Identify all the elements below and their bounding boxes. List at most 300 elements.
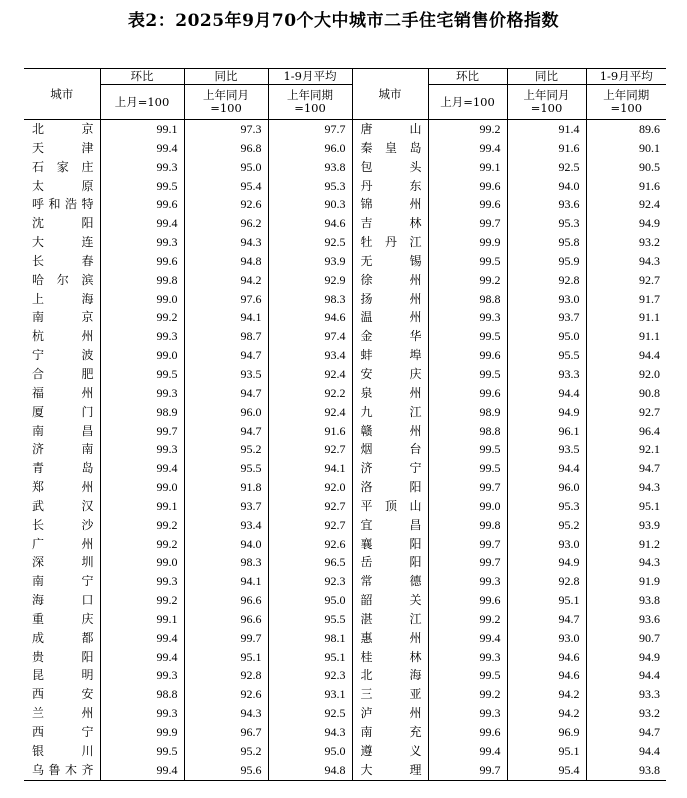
right-mom-cell: 99.5 — [428, 666, 507, 685]
left-avg-cell: 98.3 — [268, 290, 352, 309]
right-mom-cell: 99.3 — [428, 704, 507, 723]
left-yoy-cell: 92.8 — [184, 666, 268, 685]
right-avg-cell: 95.1 — [586, 497, 666, 516]
right-mom-cell: 99.6 — [428, 346, 507, 365]
left-city-cell: 西安 — [32, 687, 94, 702]
left-avg-cell: 94.1 — [268, 459, 352, 478]
left-yoy-cell: 96.2 — [184, 214, 268, 233]
right-yoy-cell: 94.9 — [507, 553, 586, 572]
table-row — [24, 120, 666, 139]
left-mom-cell: 99.3 — [100, 384, 184, 403]
left-avg-cell: 93.4 — [268, 346, 352, 365]
right-mom-cell: 98.8 — [428, 290, 507, 309]
right-yoy-cell: 94.9 — [507, 403, 586, 422]
left-yoy-cell: 96.8 — [184, 139, 268, 158]
left-city-cell: 贵阳 — [32, 649, 94, 664]
left-yoy-cell: 93.7 — [184, 497, 268, 516]
right-yoy-cell: 92.5 — [507, 158, 586, 177]
left-city-cell: 武汉 — [32, 498, 94, 513]
left-mom-cell: 99.4 — [100, 459, 184, 478]
right-avg-cell: 91.7 — [586, 290, 666, 309]
right-mom-cell: 99.2 — [428, 685, 507, 704]
table-row — [24, 177, 666, 196]
left-avg-cell: 94.6 — [268, 308, 352, 327]
right-avg-cell: 89.6 — [586, 120, 666, 139]
table-row — [24, 290, 666, 309]
right-city-cell: 南充 — [352, 723, 428, 742]
left-avg-cell: 97.4 — [268, 327, 352, 346]
table-row — [24, 704, 666, 723]
left-yoy-cell: 93.4 — [184, 516, 268, 535]
table-row — [24, 723, 666, 742]
right-avg-cell: 93.8 — [586, 761, 666, 780]
right-yoy-cell: 94.6 — [507, 666, 586, 685]
right-city-cell: 济宁 — [352, 459, 428, 478]
right-city-cell: 韶关 — [352, 591, 428, 610]
right-yoy-cell: 91.4 — [507, 120, 586, 139]
left-city-cell: 福州 — [32, 385, 94, 400]
right-city-cell: 洛阳 — [352, 478, 428, 497]
right-mom-cell: 99.7 — [428, 553, 507, 572]
left-city-cell: 太原 — [32, 178, 94, 193]
left-city-cell: 沈阳 — [32, 216, 94, 231]
table-row — [24, 535, 666, 554]
right-mom-cell: 99.6 — [428, 177, 507, 196]
right-yoy-cell: 92.8 — [507, 572, 586, 591]
right-mom-cell: 99.5 — [428, 440, 507, 459]
left-yoy-cell: 94.7 — [184, 422, 268, 441]
left-avg-cell: 92.7 — [268, 497, 352, 516]
right-yoy-cell: 95.5 — [507, 346, 586, 365]
right-city-cell: 湛江 — [352, 610, 428, 629]
left-yoy-cell: 95.2 — [184, 440, 268, 459]
right-avg-cell: 91.1 — [586, 327, 666, 346]
left-mom-cell: 99.3 — [100, 158, 184, 177]
header-city-right: 城市 — [352, 69, 428, 120]
left-mom-cell: 99.4 — [100, 139, 184, 158]
left-yoy-cell: 97.6 — [184, 290, 268, 309]
left-avg-cell: 92.5 — [268, 704, 352, 723]
right-yoy-cell: 95.9 — [507, 252, 586, 271]
right-city-cell: 吉林 — [352, 214, 428, 233]
right-mom-cell: 99.2 — [428, 610, 507, 629]
table-row — [24, 648, 666, 667]
left-mom-cell: 99.8 — [100, 271, 184, 290]
right-yoy-cell: 95.3 — [507, 497, 586, 516]
left-mom-cell: 98.8 — [100, 685, 184, 704]
right-avg-cell: 93.9 — [586, 516, 666, 535]
right-yoy-cell: 96.9 — [507, 723, 586, 742]
left-city-cell: 郑州 — [32, 480, 94, 495]
left-yoy-cell: 94.7 — [184, 384, 268, 403]
right-avg-cell: 93.3 — [586, 685, 666, 704]
right-city-cell: 锦州 — [352, 195, 428, 214]
left-mom-cell: 99.3 — [100, 704, 184, 723]
table-row — [24, 139, 666, 158]
left-city-cell: 成都 — [32, 630, 94, 645]
header-avg-base-right: 上年同期 =100 — [586, 85, 666, 120]
price-index-table — [24, 68, 666, 781]
left-avg-cell: 92.0 — [268, 478, 352, 497]
left-yoy-cell: 94.7 — [184, 346, 268, 365]
left-yoy-cell: 94.8 — [184, 252, 268, 271]
right-city-cell: 三亚 — [352, 685, 428, 704]
right-avg-cell: 94.3 — [586, 252, 666, 271]
left-mom-cell: 99.4 — [100, 761, 184, 780]
header-avg-base-left: 上年同期 =100 — [268, 85, 352, 120]
left-city-cell: 重庆 — [32, 611, 94, 626]
right-avg-cell: 90.8 — [586, 384, 666, 403]
left-mom-cell: 99.5 — [100, 365, 184, 384]
left-city-cell: 长沙 — [32, 517, 94, 532]
right-yoy-cell: 95.1 — [507, 742, 586, 761]
right-avg-cell: 94.3 — [586, 478, 666, 497]
left-yoy-cell: 98.7 — [184, 327, 268, 346]
left-yoy-cell: 95.4 — [184, 177, 268, 196]
right-city-cell: 无锡 — [352, 252, 428, 271]
left-city-cell: 合肥 — [32, 366, 94, 381]
left-avg-cell: 96.0 — [268, 139, 352, 158]
right-avg-cell: 94.9 — [586, 648, 666, 667]
right-city-cell: 包头 — [352, 158, 428, 177]
right-city-cell: 蚌埠 — [352, 346, 428, 365]
left-city-cell: 海口 — [32, 593, 94, 608]
left-city-cell: 杭州 — [32, 329, 94, 344]
header-mom-right: 环比 — [428, 69, 507, 85]
left-yoy-cell: 96.7 — [184, 723, 268, 742]
right-yoy-cell: 92.8 — [507, 271, 586, 290]
right-mom-cell: 99.6 — [428, 723, 507, 742]
right-mom-cell: 99.7 — [428, 214, 507, 233]
left-avg-cell: 98.1 — [268, 629, 352, 648]
left-mom-cell: 99.1 — [100, 610, 184, 629]
table-row — [24, 271, 666, 290]
right-mom-cell: 98.9 — [428, 403, 507, 422]
left-mom-cell: 99.3 — [100, 440, 184, 459]
left-mom-cell: 99.0 — [100, 346, 184, 365]
right-yoy-cell: 93.0 — [507, 290, 586, 309]
left-avg-cell: 92.3 — [268, 666, 352, 685]
right-city-cell: 岳阳 — [352, 553, 428, 572]
left-avg-cell: 95.5 — [268, 610, 352, 629]
right-city-cell: 金华 — [352, 327, 428, 346]
right-yoy-cell: 93.6 — [507, 195, 586, 214]
right-avg-cell: 93.6 — [586, 610, 666, 629]
table-row — [24, 233, 666, 252]
left-avg-cell: 92.6 — [268, 535, 352, 554]
right-city-cell: 常德 — [352, 572, 428, 591]
table-row — [24, 610, 666, 629]
right-avg-cell: 94.3 — [586, 553, 666, 572]
left-mom-cell: 99.0 — [100, 290, 184, 309]
right-city-cell: 泸州 — [352, 704, 428, 723]
table-row — [24, 252, 666, 271]
left-mom-cell: 99.7 — [100, 422, 184, 441]
table-row — [24, 195, 666, 214]
left-city-cell: 银川 — [32, 743, 94, 758]
right-mom-cell: 99.6 — [428, 384, 507, 403]
left-avg-cell: 92.7 — [268, 440, 352, 459]
right-yoy-cell: 95.3 — [507, 214, 586, 233]
right-yoy-cell: 94.2 — [507, 704, 586, 723]
table-title: 表2：2025年9月70个大中城市二手住宅销售价格指数 — [127, 11, 560, 31]
left-city-cell: 南宁 — [32, 574, 94, 589]
table-row — [24, 365, 666, 384]
left-city-cell: 宁波 — [32, 348, 94, 363]
table-row — [24, 158, 666, 177]
left-mom-cell: 99.4 — [100, 214, 184, 233]
table-row — [24, 422, 666, 441]
right-avg-cell: 93.8 — [586, 591, 666, 610]
left-avg-cell: 92.4 — [268, 403, 352, 422]
left-avg-cell: 92.9 — [268, 271, 352, 290]
table-row — [24, 308, 666, 327]
left-yoy-cell: 92.6 — [184, 685, 268, 704]
left-city-cell: 深圳 — [32, 555, 94, 570]
table-row — [24, 440, 666, 459]
left-avg-cell: 94.8 — [268, 761, 352, 780]
left-yoy-cell: 91.8 — [184, 478, 268, 497]
right-city-cell: 泉州 — [352, 384, 428, 403]
left-mom-cell: 99.4 — [100, 648, 184, 667]
right-avg-cell: 91.9 — [586, 572, 666, 591]
right-city-cell: 徐州 — [352, 271, 428, 290]
right-yoy-cell: 95.0 — [507, 327, 586, 346]
left-mom-cell: 99.3 — [100, 572, 184, 591]
right-mom-cell: 99.7 — [428, 761, 507, 780]
right-city-cell: 扬州 — [352, 290, 428, 309]
right-mom-cell: 99.5 — [428, 327, 507, 346]
left-city-cell: 哈尔滨 — [32, 272, 94, 287]
left-avg-cell: 94.6 — [268, 214, 352, 233]
table-row — [24, 346, 666, 365]
left-avg-cell: 96.5 — [268, 553, 352, 572]
right-avg-cell: 92.7 — [586, 271, 666, 290]
right-city-cell: 唐山 — [352, 120, 428, 139]
right-yoy-cell: 93.5 — [507, 440, 586, 459]
right-mom-cell: 99.2 — [428, 271, 507, 290]
right-avg-cell: 91.2 — [586, 535, 666, 554]
table-row — [24, 327, 666, 346]
right-yoy-cell: 93.7 — [507, 308, 586, 327]
left-yoy-cell: 94.2 — [184, 271, 268, 290]
left-mom-cell: 99.3 — [100, 233, 184, 252]
right-yoy-cell: 95.2 — [507, 516, 586, 535]
left-avg-cell: 92.4 — [268, 365, 352, 384]
left-yoy-cell: 94.1 — [184, 572, 268, 591]
left-mom-cell: 99.3 — [100, 666, 184, 685]
right-mom-cell: 99.7 — [428, 535, 507, 554]
right-city-cell: 秦皇岛 — [352, 139, 428, 158]
header-avg-right: 1-9月平均 — [586, 69, 666, 85]
right-avg-cell: 94.4 — [586, 346, 666, 365]
left-avg-cell: 92.2 — [268, 384, 352, 403]
left-mom-cell: 99.2 — [100, 535, 184, 554]
left-city-cell: 兰州 — [32, 706, 94, 721]
left-yoy-cell: 95.2 — [184, 742, 268, 761]
left-city-cell: 北京 — [32, 122, 94, 136]
right-city-cell: 温州 — [352, 308, 428, 327]
left-mom-cell: 99.0 — [100, 553, 184, 572]
right-city-cell: 丹东 — [352, 177, 428, 196]
left-avg-cell: 94.3 — [268, 723, 352, 742]
right-avg-cell: 94.7 — [586, 459, 666, 478]
table-row — [24, 459, 666, 478]
right-yoy-cell: 93.0 — [507, 629, 586, 648]
right-mom-cell: 99.4 — [428, 139, 507, 158]
right-mom-cell: 99.7 — [428, 478, 507, 497]
right-mom-cell: 99.5 — [428, 252, 507, 271]
header-yoy-base-left: 上年同月 =100 — [184, 85, 268, 120]
table-row — [24, 666, 666, 685]
left-yoy-cell: 96.6 — [184, 591, 268, 610]
right-city-cell: 安庆 — [352, 365, 428, 384]
right-yoy-cell: 94.2 — [507, 685, 586, 704]
left-avg-cell: 92.5 — [268, 233, 352, 252]
right-avg-cell: 96.4 — [586, 422, 666, 441]
left-city-cell: 昆明 — [32, 668, 94, 683]
left-yoy-cell: 94.3 — [184, 233, 268, 252]
right-city-cell: 平顶山 — [352, 497, 428, 516]
left-avg-cell: 92.7 — [268, 516, 352, 535]
left-mom-cell: 99.6 — [100, 195, 184, 214]
left-avg-cell: 95.1 — [268, 648, 352, 667]
header-city-left: 城市 — [24, 69, 100, 120]
left-avg-cell: 90.3 — [268, 195, 352, 214]
left-city-cell: 南京 — [32, 310, 94, 325]
right-city-cell: 烟台 — [352, 440, 428, 459]
header-mom-base-right: 上月=100 — [428, 85, 507, 120]
left-yoy-cell: 97.3 — [184, 120, 268, 139]
left-city-cell: 南昌 — [32, 423, 94, 438]
right-city-cell: 牡丹江 — [352, 233, 428, 252]
left-city-cell: 青岛 — [32, 461, 94, 476]
right-mom-cell: 98.8 — [428, 422, 507, 441]
right-mom-cell: 99.3 — [428, 572, 507, 591]
left-avg-cell: 93.9 — [268, 252, 352, 271]
left-city-cell: 西宁 — [32, 725, 94, 739]
left-yoy-cell: 95.5 — [184, 459, 268, 478]
table-row — [24, 591, 666, 610]
right-yoy-cell: 94.0 — [507, 177, 586, 196]
left-mom-cell: 99.0 — [100, 478, 184, 497]
right-avg-cell: 92.1 — [586, 440, 666, 459]
table-row — [24, 214, 666, 233]
left-yoy-cell: 94.3 — [184, 704, 268, 723]
right-avg-cell: 90.7 — [586, 629, 666, 648]
right-yoy-cell: 96.1 — [507, 422, 586, 441]
left-mom-cell: 99.4 — [100, 629, 184, 648]
left-yoy-cell: 93.5 — [184, 365, 268, 384]
table-row — [24, 403, 666, 422]
right-mom-cell: 99.0 — [428, 497, 507, 516]
header-yoy-base-right: 上年同月 =100 — [507, 85, 586, 120]
left-mom-cell: 99.2 — [100, 308, 184, 327]
left-mom-cell: 99.5 — [100, 742, 184, 761]
left-city-cell: 济南 — [32, 442, 94, 457]
right-avg-cell: 93.2 — [586, 704, 666, 723]
left-city-cell: 广州 — [32, 536, 94, 551]
table-row — [24, 516, 666, 535]
right-avg-cell: 94.9 — [586, 214, 666, 233]
right-mom-cell: 99.5 — [428, 365, 507, 384]
right-avg-cell: 94.4 — [586, 666, 666, 685]
right-mom-cell: 99.3 — [428, 648, 507, 667]
left-mom-cell: 99.1 — [100, 120, 184, 139]
right-avg-cell: 91.6 — [586, 177, 666, 196]
right-avg-cell: 92.4 — [586, 195, 666, 214]
left-yoy-cell: 94.0 — [184, 535, 268, 554]
right-mom-cell: 99.2 — [428, 120, 507, 139]
left-mom-cell: 98.9 — [100, 403, 184, 422]
table-row — [24, 742, 666, 761]
left-yoy-cell: 92.6 — [184, 195, 268, 214]
left-city-cell: 乌鲁木齐 — [24, 761, 100, 780]
right-avg-cell: 92.0 — [586, 365, 666, 384]
left-avg-cell: 95.0 — [268, 742, 352, 761]
table-row — [24, 497, 666, 516]
right-yoy-cell: 93.3 — [507, 365, 586, 384]
right-mom-cell: 99.5 — [428, 459, 507, 478]
header-mom-base-left: 上月=100 — [100, 85, 184, 120]
right-city-cell: 九江 — [352, 403, 428, 422]
table-row — [24, 629, 666, 648]
right-avg-cell: 90.1 — [586, 139, 666, 158]
right-avg-cell: 94.7 — [586, 723, 666, 742]
right-mom-cell: 99.6 — [428, 195, 507, 214]
table-row — [24, 478, 666, 497]
right-city-cell: 遵义 — [352, 742, 428, 761]
right-city-cell: 大理 — [352, 761, 428, 780]
right-yoy-cell: 91.6 — [507, 139, 586, 158]
right-avg-cell: 90.5 — [586, 158, 666, 177]
right-yoy-cell: 94.4 — [507, 459, 586, 478]
right-avg-cell: 93.2 — [586, 233, 666, 252]
right-city-cell: 惠州 — [352, 629, 428, 648]
left-city-cell: 石家庄 — [32, 159, 94, 174]
left-yoy-cell: 95.6 — [184, 761, 268, 780]
right-yoy-cell: 96.0 — [507, 478, 586, 497]
right-yoy-cell: 95.8 — [507, 233, 586, 252]
left-city-cell: 大连 — [32, 235, 94, 250]
table-row — [24, 685, 666, 704]
table-row — [24, 384, 666, 403]
right-city-cell: 襄阳 — [352, 535, 428, 554]
header-avg-left: 1-9月平均 — [268, 69, 352, 85]
left-avg-cell: 95.0 — [268, 591, 352, 610]
left-city-cell: 长春 — [32, 253, 94, 268]
right-mom-cell: 99.1 — [428, 158, 507, 177]
table-body — [24, 120, 666, 781]
left-avg-cell: 92.3 — [268, 572, 352, 591]
left-mom-cell: 99.6 — [100, 252, 184, 271]
left-avg-cell: 97.7 — [268, 120, 352, 139]
left-yoy-cell: 99.7 — [184, 629, 268, 648]
left-mom-cell: 99.1 — [100, 497, 184, 516]
right-mom-cell: 99.4 — [428, 629, 507, 648]
left-city-cell: 厦门 — [32, 404, 94, 419]
left-mom-cell: 99.2 — [100, 591, 184, 610]
left-city-cell: 天津 — [32, 140, 94, 155]
left-avg-cell: 93.1 — [268, 685, 352, 704]
right-mom-cell: 99.4 — [428, 742, 507, 761]
right-mom-cell: 99.6 — [428, 591, 507, 610]
left-yoy-cell: 96.0 — [184, 403, 268, 422]
right-mom-cell: 99.8 — [428, 516, 507, 535]
left-avg-cell: 95.3 — [268, 177, 352, 196]
left-yoy-cell: 95.0 — [184, 158, 268, 177]
table-row — [24, 553, 666, 572]
